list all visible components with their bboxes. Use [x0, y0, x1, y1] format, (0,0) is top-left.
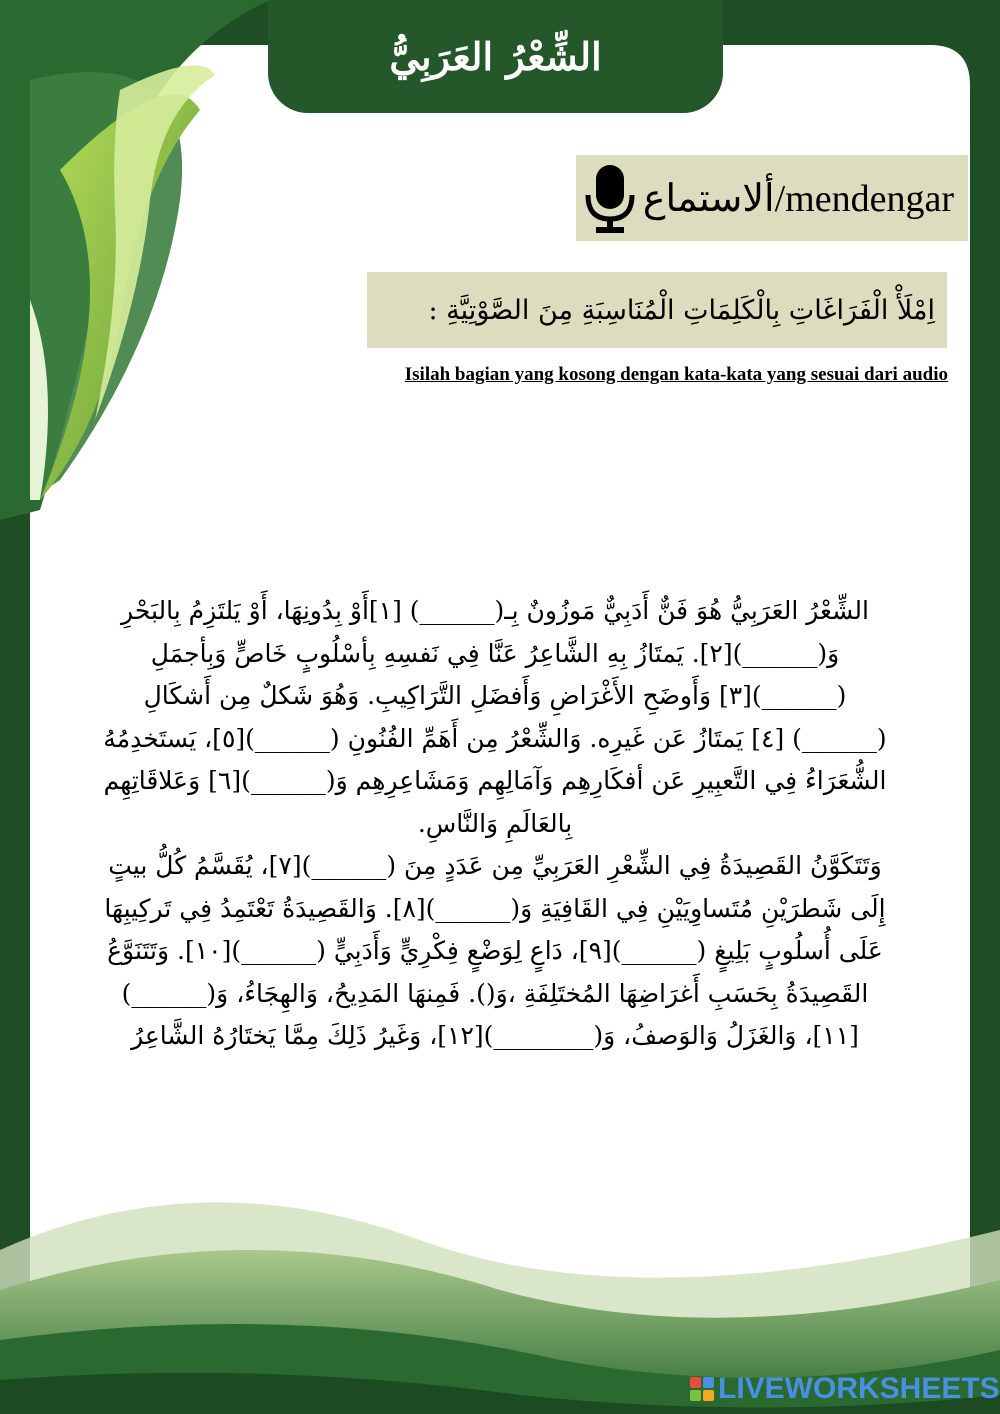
passage-text [100, 590, 890, 1058]
liveworksheets-logo [690, 1372, 1000, 1406]
instruction-translation: Isilah bagian yang kosong dengan kata-kata yang sesuai dari audio [404, 364, 948, 385]
passage-paragraph-1: الشِّعْرُ العَرَبِيُّ هُوَ فَنٌّ أَدَبِيٌّ مَوزُونٌ بِـ(______) [١]أَوْ بِدُونِهَا، أَوْ يَلتَزِمُ بِالبَحْرِ وَ(______)[٢]. يَمتَازُ بِهِ الشَّاعِرُ عَنَّا فِي نَفسِهِ بِأسْلُوبٍ خَاصٍّ وَبِأجمَلِ (______)[٣] وَأَوضَحِ الأَغْرَاضِ وَأَفضَلِ التَّرَاكِيبِ. وَهُوَ شَكلٌ مِن أَشكَالِ (______) [٤] يَمتَازُ عَن غَيرِه. وَالشِّعْرُ مِن أَهَمِّ الفُنُونِ (______)[٥]، يَستَخدِمُهُ الشُّعَرَاءُ فِي التَّعبِيرِ عَن أفكَارِهِم وَآمَالِهِم وَمَشَاعِرِهِم وَ(______)[٦] وَعَلاقَاتِهِم بِالعَالَمِ وَالنَّاسِ. [103, 596, 887, 838]
logo-grid-icon [690, 1377, 714, 1401]
page-title: الشِّعْرُ العَرَبِيُّ [389, 34, 602, 79]
microphone-icon[interactable] [582, 163, 638, 235]
listening-label: ألاستماع/mendengar [642, 177, 954, 220]
passage-paragraph-2: وَتَتَكَوَّنُ القَصِيدَةُ فِي الشِّعْرِ العَرَبِيِّ مِن عَدَدٍ مِنَ (______)[٧]، يُقَسَّمُ كُلُّ بيتٍ إِلَى شَطرَيْنِ مُتَساوِيَيْنِ فِي القَافِيَةِ وَ(______)[٨]. وَالقَصِيدَةُ تَعْتَمِدُ فِي تَركِيبِهَا عَلَى أُسلُوبٍ بَلِيغٍ (______)[٩]، دَاعٍ لِوَضْعٍ فِكْرِيٍّ وَأَدَبِيٍّ (______)[١٠]. وَتَتَنَوَّعُ القَصِيدَةُ بِحَسَبِ أَغرَاضِهَا المُختَلِفَةِ ،وَ(). فَمِنهَا المَدِيحُ، وَالهِجَاءُ، وَ(______)[١١]، وَالغَزَلُ وَالوَصفُ، وَ(________)[١٢]، وَغَيرُ ذَلِكَ مِمَّا يَختَارُهُ الشَّاعِرُ [104, 851, 886, 1050]
instruction-box [367, 272, 947, 348]
title-banner [268, 0, 723, 113]
brand-name: LIVEWORKSHEETS [718, 1372, 1000, 1405]
instruction-arabic: اِمْلَأْ الْفَرَاغَاتِ بِالْكَلِمَاتِ الْمُنَاسِبَةِ مِنَ الصَّوْتِيَّةِ : [428, 294, 935, 326]
listening-section [576, 155, 968, 241]
